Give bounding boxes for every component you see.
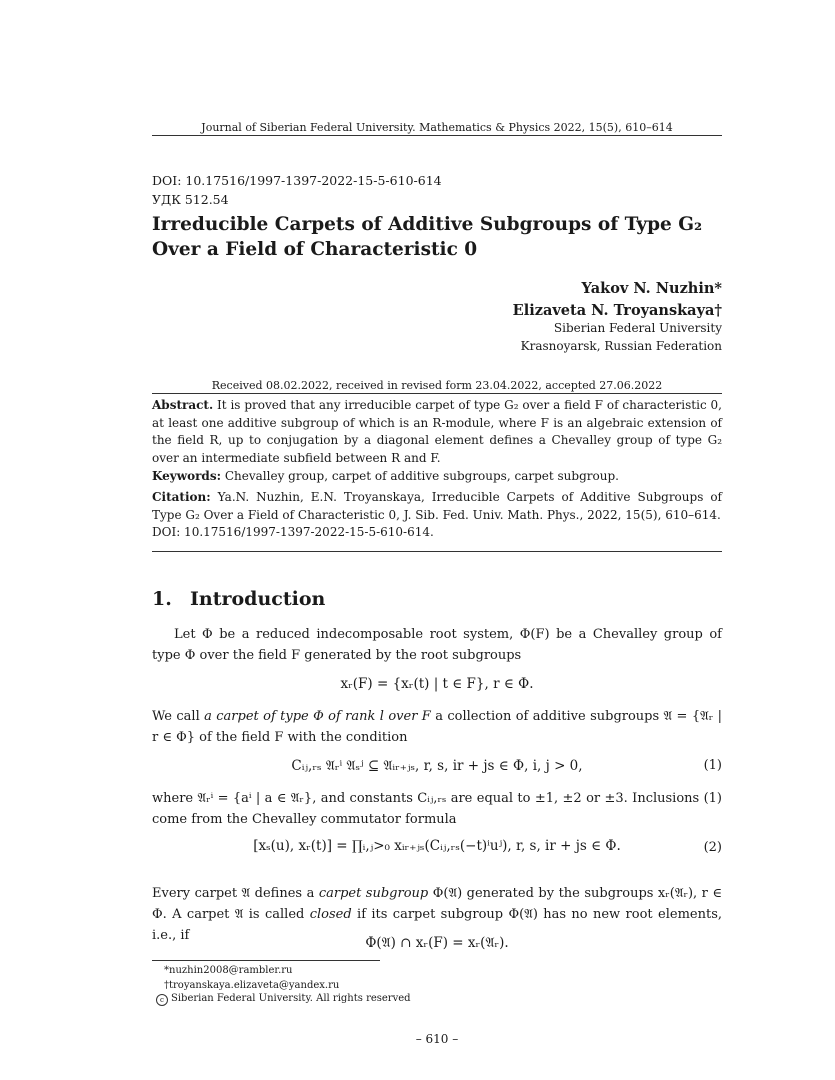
abstract-label: Abstract. [152, 398, 214, 412]
section-heading [152, 588, 325, 610]
carpet-definition: a carpet of type Φ of rank l over F [204, 709, 431, 724]
title-line-1: Irreducible Carpets of Additive Subgroups of Type G₂ [152, 214, 703, 235]
abstract-rule [152, 393, 722, 394]
paragraph-3: where 𝔄ᵣⁱ = {aⁱ | a ∈ 𝔄ᵣ}, and constants Cᵢⱼ,ᵣₛ are equal to ±1, ±2 or ±3. Inclusions (1) come from the Chevalley commutator formula [152, 791, 722, 827]
paragraph-2: We call a carpet of type Φ of rank l over F a collection of additive subgroups 𝔄 = {𝔄ᵣ | r ∈ Φ} of the field F with the condition [152, 709, 723, 745]
footnote-email-2: †troyanskaya.elizaveta@yandex.ru [164, 980, 340, 991]
page-number: – 610 – [415, 1032, 459, 1046]
title-line-2: Over a Field of Characteristic 0 [152, 239, 478, 260]
equation-2: [xₛ(u), xᵣ(t)] = ∏ᵢ,ⱼ>₀ xᵢᵣ₊ⱼₛ(Cᵢⱼ,ᵣₛ(−t)ⁱuʲ), r, s, ir + js ∈ Φ. [253, 838, 621, 854]
author-2: Elizaveta N. Troyanskaya† [512, 302, 722, 319]
journal-header: Journal of Siberian Federal University. Mathematics & Physics 2022, 15(5), 610–614 [201, 121, 673, 134]
abstract [152, 397, 722, 467]
equation-2-number: (2) [703, 840, 722, 855]
section-title: Introduction [190, 588, 326, 610]
footnote-rule [152, 960, 380, 961]
keywords [152, 468, 722, 486]
affiliation [521, 320, 722, 355]
authors [513, 278, 722, 322]
header-rule [152, 135, 722, 136]
copyright-notice: c Siberian Federal University. All rights reserved [156, 993, 411, 1006]
citation-text: Ya.N. Nuzhin, E.N. Troyanskaya, Irreducible Carpets of Additive Subgroups of Type G₂ Over a Field of Characteristic 0, J. Sib. Fed. Univ. Math. Phys., 2022, 15(5), 610–614. [152, 490, 722, 522]
abstract-text: It is proved that any irreducible carpet of type G₂ over a field F of characteristic 0, at least one additive subgroup of which is an R-module, where F is an algebraic extension of the field R, up to conjugation by a diagonal element defines a Chevalley group of type G₂ over an intermediate subfield between R and F. [152, 398, 722, 465]
citation-label: Citation: [152, 490, 211, 504]
citation-doi: DOI: 10.17516/1997-1397-2022-15-5-610-614. [152, 525, 434, 539]
citation-rule [152, 551, 722, 552]
affiliation-location: Krasnoyarsk, Russian Federation [520, 338, 722, 353]
affiliation-institution: Siberian Federal University [553, 321, 722, 335]
author-1: Yakov N. Nuzhin* [581, 280, 722, 297]
equation-closed-carpet: Φ(𝔄) ∩ xᵣ(F) = xᵣ(𝔄ᵣ). [365, 935, 509, 951]
section-number: 1. [152, 588, 172, 610]
received-dates: Received 08.02.2022, received in revised form 23.04.2022, accepted 27.06.2022 [211, 379, 663, 392]
paper-title [152, 212, 722, 262]
copyright-icon: c [156, 994, 168, 1006]
paragraph-4: Every carpet 𝔄 defines a carpet subgroup Φ(𝔄) generated by the subgroups xᵣ(𝔄ᵣ), r ∈ Φ. A carpet 𝔄 is called closed if its carpet subgroup Φ(𝔄) has no new root elements, i.e., if [152, 886, 723, 943]
footnote-email-1: *nuzhin2008@rambler.ru [164, 965, 293, 976]
keywords-label: Keywords: [152, 469, 222, 483]
equation-root-subgroups: xᵣ(F) = {xᵣ(t) | t ∈ F}, r ∈ Φ. [340, 676, 534, 692]
citation [152, 489, 722, 542]
paragraph-1: Let Φ be a reduced indecomposable root system, Φ(F) be a Chevalley group of type Φ over the field F generated by the root subgroups [152, 627, 722, 663]
equation-1: Cᵢⱼ,ᵣₛ 𝔄ᵣⁱ 𝔄ₛʲ ⊆ 𝔄ᵢᵣ₊ⱼₛ, r, s, ir + js ∈ Φ, i, j > 0, [291, 758, 583, 774]
udc: УДК 512.54 [152, 192, 229, 207]
keywords-text: Chevalley group, carpet of additive subgroups, carpet subgroup. [224, 469, 619, 483]
equation-1-number: (1) [703, 758, 722, 773]
doi: DOI: 10.17516/1997-1397-2022-15-5-610-614 [152, 173, 442, 188]
